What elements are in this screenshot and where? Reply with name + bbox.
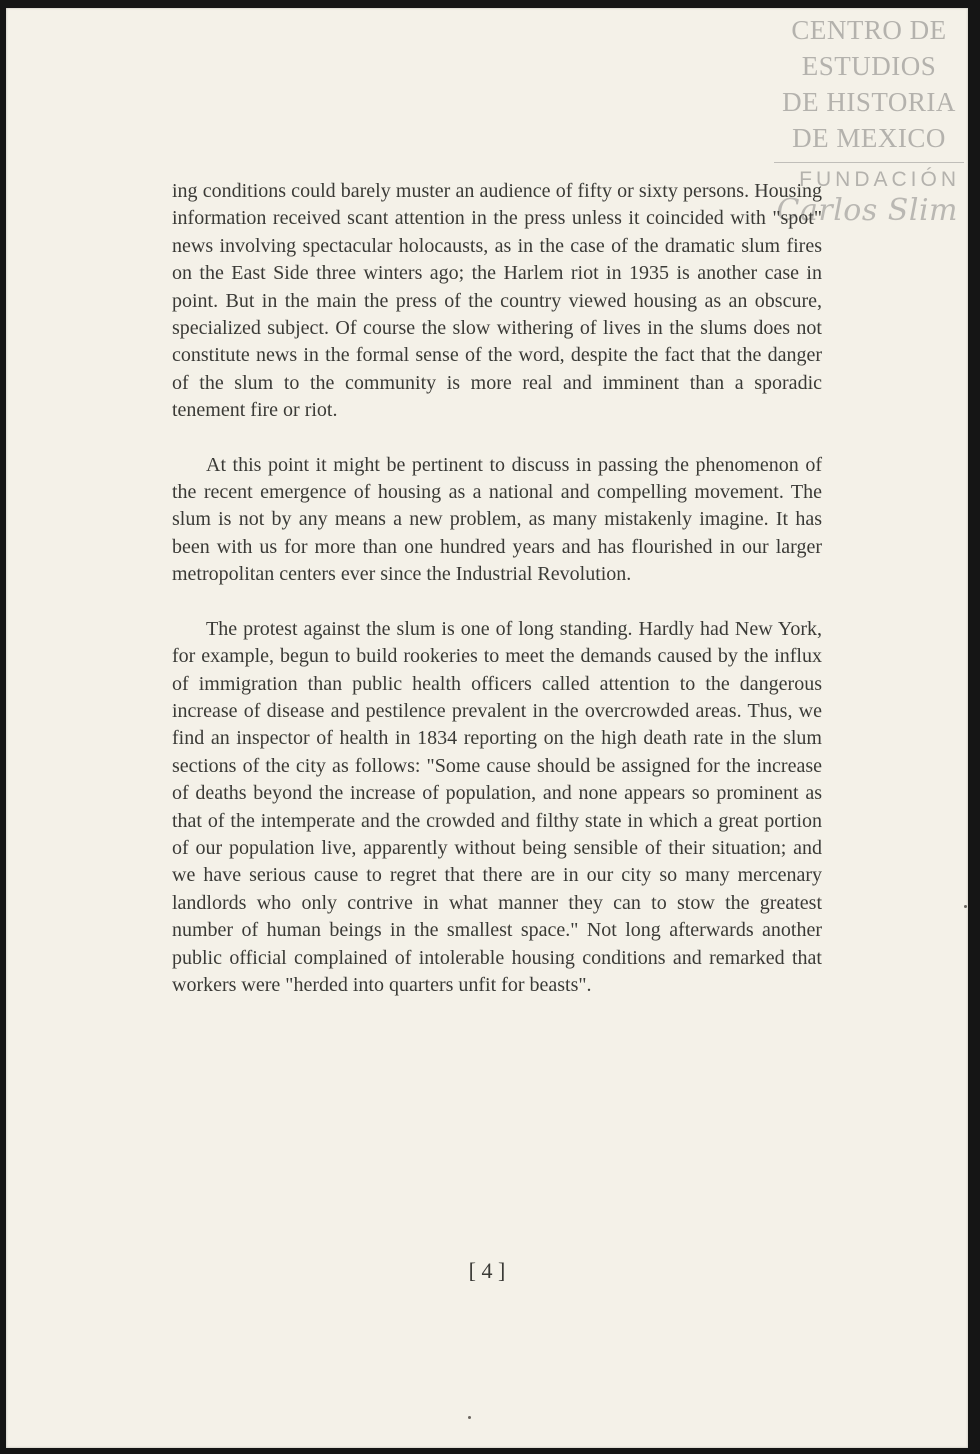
watermark-foundation: FUNDACIÓN: [799, 168, 960, 191]
body-text: [172, 178, 822, 999]
watermark-divider: [774, 162, 964, 163]
watermark-line-4: DE MEXICO: [792, 123, 946, 153]
paper-speck: [964, 905, 967, 908]
paper-speck: [468, 1416, 471, 1419]
paragraph-continued: ing conditions could barely muster an audience of fifty or sixty persons. Housing information received scant attention in the press unless it coincided with "spot" news involving spectacular holocausts, as in the case of the dramatic slum fires on the East Side three winters ago; the Harlem riot in 1935 is another case in point. But in the main the press of the country viewed housing as an obscure, specialized subject. Of course the slow withering of lives in the slums does not constitute news in the formal sense of the word, despite the fact that the danger of the slum to the community is more real and imminent than a sporadic tenement fire or riot.: [172, 180, 822, 422]
watermark-line-2: ESTUDIOS: [801, 51, 937, 81]
page-number: [ 4 ]: [468, 1258, 506, 1283]
watermark-line-1: CENTRO DE: [791, 15, 947, 45]
document-page: [6, 8, 968, 1448]
paragraph-emergence: At this point it might be pertinent to discuss in passing the phenomenon of the recent emergence of housing as a national and compelling movement. The slum is not by any means a new problem, as many mistakenly imagine. It has been with us for more than one hundred years and has flourished in our larger metropolitan centers ever since the Industrial Revolution.: [172, 453, 822, 586]
paragraph-protest: The protest against the slum is one of long standing. Hardly had New York, for example, begun to build rookeries to meet the demands caused by the influx of immigration than public health officers called attention to the dangerous increase of disease and pestilence prevalent in the overcrowded areas. Thus, we find an inspector of health in 1834 reporting on the high death rate in the slum sections of the city as follows: "Some cause should be assigned for the increase of deaths beyond the increase of population, and none appears so prominent as that of the intemperate and the crowded and filthy state in which a great portion of our population live, apparently without being sensible of their situation; and we have serious cause to regret that there are in our city so many mercenary landlords who only contrive in what manner they can to stow the greatest number of human beings in the smallest space." Not long afterwards another public official complained of intolerable housing conditions and remarked that workers were "herded into quarters unfit for beasts".: [172, 617, 822, 996]
watermark-signature: Carlos Slim: [776, 193, 958, 228]
watermark-line-3: DE HISTORIA: [782, 87, 956, 117]
